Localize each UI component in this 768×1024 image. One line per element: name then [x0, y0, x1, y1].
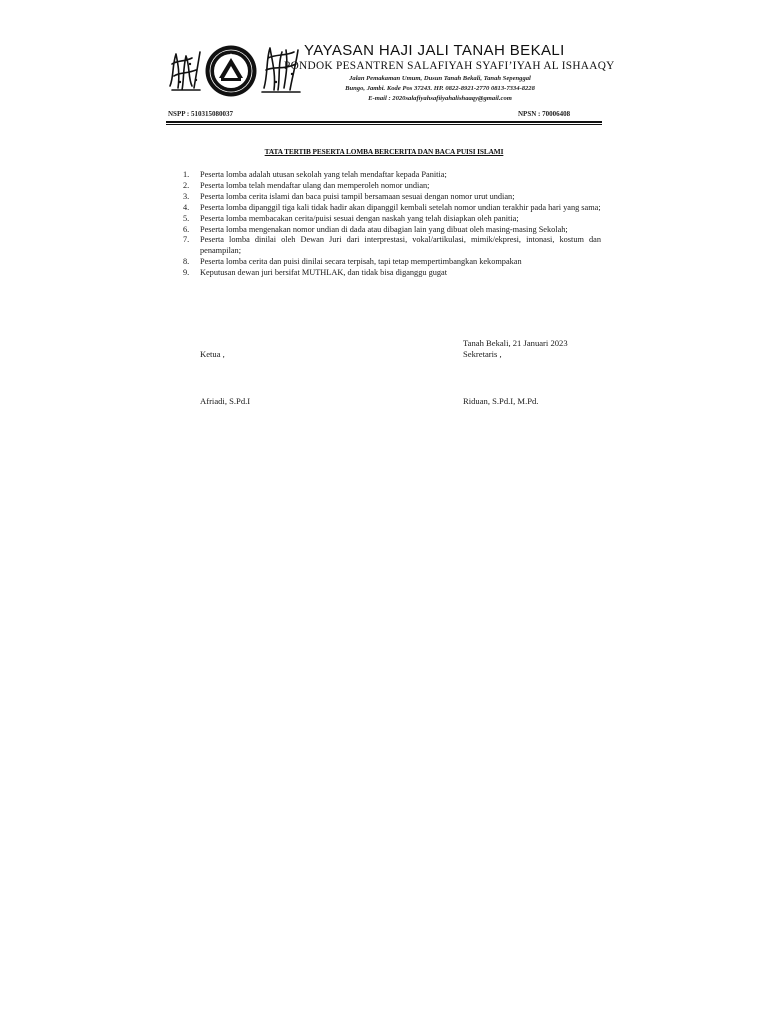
list-item — [183, 214, 601, 225]
list-item-number: 8. — [183, 257, 190, 267]
list-item — [183, 170, 601, 181]
list-item-text: Peserta lomba membacakan cerita/puisi sesuai dengan naskah yang telah disiapkan oleh panitia; — [200, 213, 519, 223]
foundation-name: YAYASAN HAJI JALI TANAH BEKALI — [304, 42, 565, 59]
list-item — [183, 203, 601, 214]
address-contact-line: Bungo, Jambi. Kode Pos 37243. HP. 0822-8921-2770 0813-7334-8228 — [345, 85, 535, 92]
list-item-text: Peserta lomba adalah utusan sekolah yang telah mendaftar kepada Panitia; — [200, 170, 447, 179]
secretary-label: Sekretaris , — [463, 349, 502, 359]
header-divider-thin — [166, 124, 602, 125]
npsn-number: NPSN : 70006408 — [518, 110, 571, 118]
address-line: Jalan Pemakaman Umum, Dusun Tanah Bekali, Tanah Sepenggal — [349, 75, 531, 82]
list-item-text: Peserta lomba dipanggil tiga kali tidak hadir akan dipanggil kembali setelah nomor undian terakhir pada hari yang sama; — [200, 202, 601, 212]
list-item — [183, 225, 601, 236]
list-item-number: 9. — [183, 268, 190, 278]
school-name: PONDOK PESANTREN SALAFIYAH SYAFI’IYAH AL ISHAAQY — [284, 60, 615, 72]
list-item-number: 4. — [183, 202, 190, 212]
list-item — [183, 235, 601, 257]
list-item — [183, 181, 601, 192]
document-title: TATA TERTIB PESERTA LOMBA BERCERITA DAN BACA PUISI ISLAMI — [264, 147, 504, 156]
nspp-number: NSPP : 510315080037 — [168, 110, 233, 118]
chairman-name: Afriadi, S.Pd.I — [200, 396, 251, 406]
school-emblem-icon — [204, 44, 258, 98]
list-item-number: 7. — [183, 235, 190, 245]
list-item-text: Keputusan dewan juri bersifat MUTHLAK, dan tidak bisa diganggu gugat — [200, 268, 448, 278]
list-item-number: 6. — [183, 224, 190, 234]
list-item-text: Peserta lomba mengenakan nomor undian di dada atau dibagian lain yang dibuat oleh masing-masing Sekolah; — [200, 224, 568, 234]
list-item-text: Peserta lomba telah mendaftar ulang dan memperoleh nomor undian; — [200, 180, 430, 190]
list-item-text: Peserta lomba cerita dan puisi dinilai secara terpisah, tapi tetap mempertimbangkan kekompakan — [200, 257, 522, 267]
calligraphy-left-icon — [166, 46, 204, 96]
list-item-number: 5. — [183, 213, 190, 223]
list-item-text: Peserta lomba dinilai oleh Dewan Juri dari interprestasi, vokal/artikulasi, mimik/ekpresi, intonasi, kostum dan penampilan; — [200, 235, 601, 256]
header-divider — [166, 121, 602, 123]
chairman-label: Ketua , — [200, 349, 225, 359]
list-item-number: 1. — [183, 170, 190, 179]
list-item-number: 2. — [183, 180, 190, 190]
secretary-name: Riduan, S.Pd.I, M.Pd. — [463, 396, 539, 406]
list-item — [183, 257, 601, 268]
list-item — [183, 268, 601, 279]
email-line: E-mail : 2020salafiyahsafiiyahalishaaqy@gmail.com — [368, 95, 512, 102]
list-item-number: 3. — [183, 191, 190, 201]
list-item-text: Peserta lomba cerita islami dan baca puisi tampil bersamaan sesuai dengan nomor urut undian; — [200, 191, 515, 201]
rules-list — [183, 170, 601, 279]
list-item — [183, 192, 601, 203]
place-date: Tanah Bekali, 21 Januari 2023 — [463, 338, 568, 348]
